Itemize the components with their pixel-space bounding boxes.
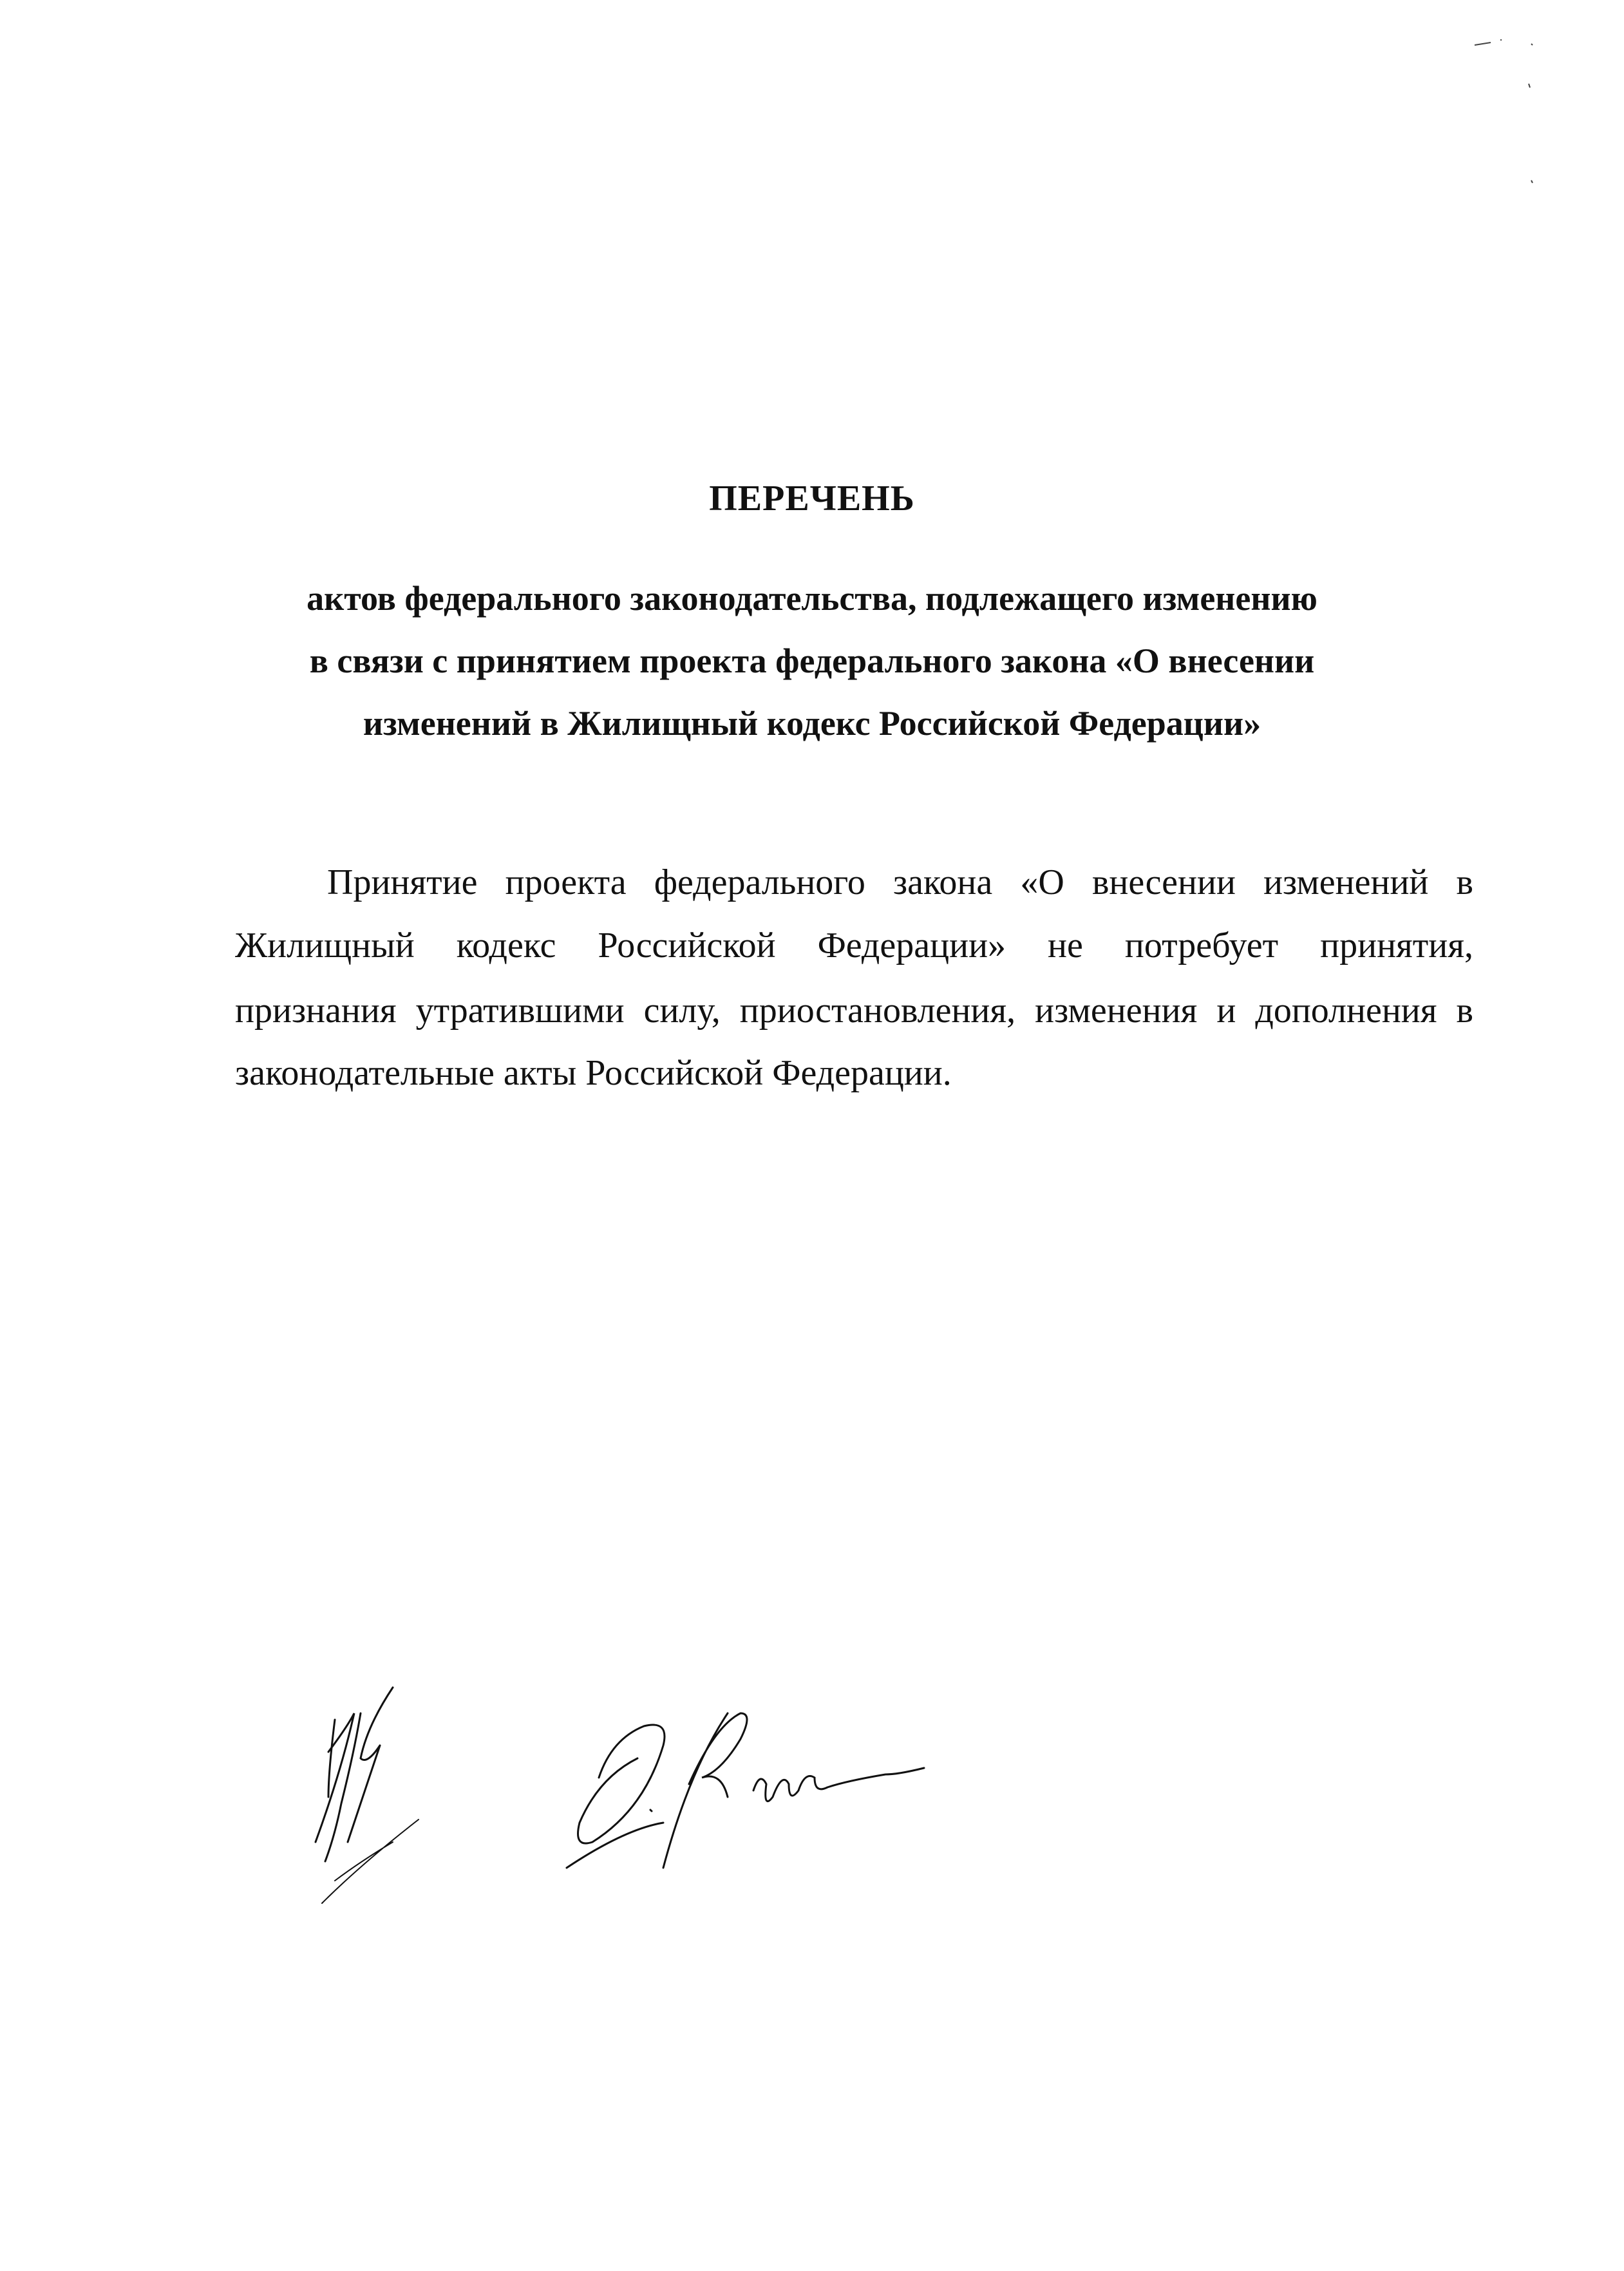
signature — [560, 1687, 934, 1897]
body-line: признания утратившими силу, приостановления, изменения и дополнения в — [235, 991, 1473, 1031]
body-line: Жилищный кодекс Российской Федерации» не потребует принятия, — [235, 926, 1473, 965]
scan-artifacts — [1462, 26, 1552, 209]
document-title: ПЕРЕЧЕНЬ — [709, 479, 915, 518]
subtitle-line: актов федерального законодательства, подлежащего изменению — [307, 579, 1317, 618]
initials-signature — [296, 1675, 464, 1923]
body-line: законодательные акты Российской Федерации. — [235, 1053, 952, 1093]
body-line: Принятие проекта федерального закона «О внесении изменений в — [327, 862, 1473, 902]
subtitle-line: в связи с принятием проекта федерального закона «О внесении — [309, 641, 1315, 680]
subtitle-line: изменений в Жилищный кодекс Российской Федерации» — [363, 704, 1261, 743]
